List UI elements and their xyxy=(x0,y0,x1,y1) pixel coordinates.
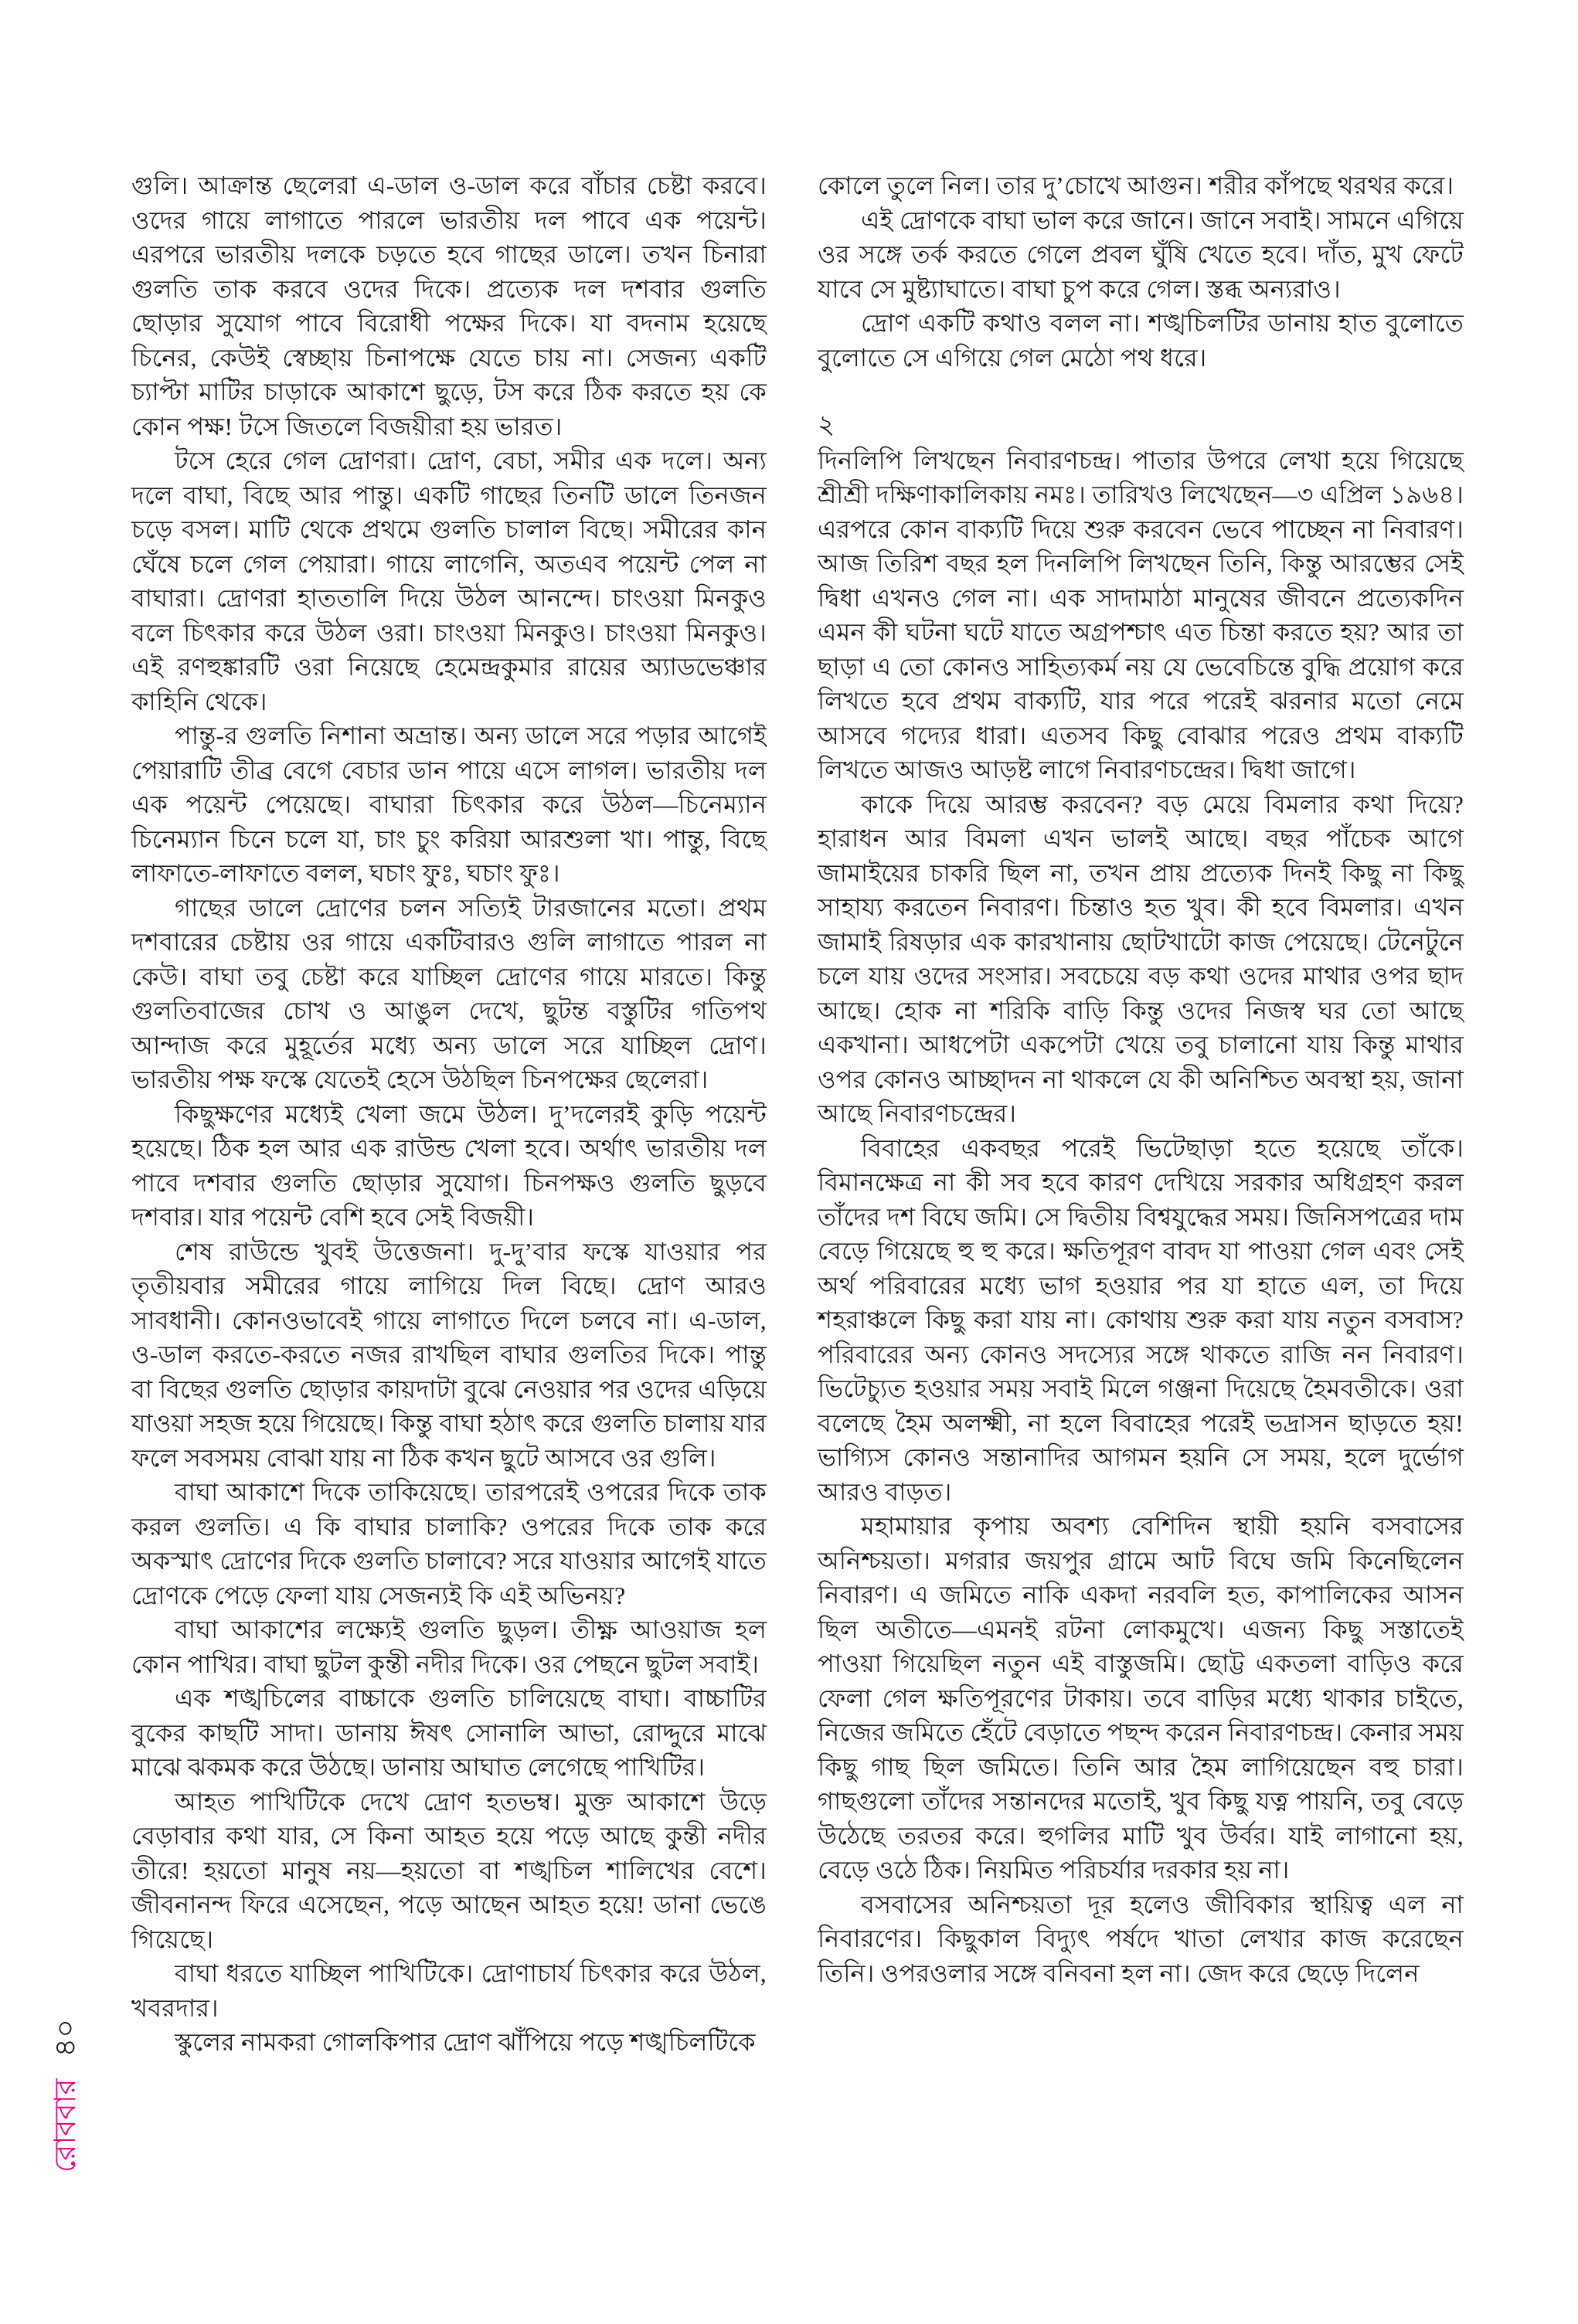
paragraph: টসে হেরে গেল দ্রোণরা। দ্রোণ, বেচা, সমীর এক দলে। অন্য দলে বাঘা, বিছে আর পান্তু। একটি গাছের তিনটি ডালে তিনজন চড়ে বসল। মাটি থেকে প্রথমে গুলতি চালাল বিছে। সমীরের কান ঘেঁষে চলে গেল পেয়ারা। গায়ে লাগেনি, অতএব পয়েন্ট পেল না বাঘারা। দ্রোণরা হাততালি দিয়ে উঠল আনন্দে। চাংওয়া মিনকুও বলে চিৎকার করে উঠল ওরা। চাংওয়া মিনকুও। চাংওয়া মিনকুও। এই রণহুঙ্কারটি ওরা নিয়েছে হেমেন্দ্রকুমার রায়ের অ্যাডভেঞ্চার কাহিনি থেকে। xyxy=(131,447,767,715)
paragraph: শেষ রাউন্ডে খুবই উত্তেজনা। দু-দু’বার ফস্কে যাওয়ার পর তৃতীয়বার সমীরের গায়ে লাগিয়ে দিল বিছে। দ্রোণ আরও সাবধানী। কোনওভাবেই গায়ে লাগাতে দিলে চলবে না। এ-ডাল, ও-ডাল করতে-করতে নজর রাখছিল বাঘার গুলতির দিকে। পান্তু বা বিছের গুলতি ছোড়ার কায়দাটা বুঝে নেওয়ার পর ওদের এড়িয়ে যাওয়া সহজ হয়ে গিয়েছে। কিন্তু বাঘা হঠাৎ করে গুলতি চালায় যার ফলে সবসময় বোঝা যায় না ঠিক কখন ছুটে আসবে ওর গুলি। xyxy=(131,1237,767,1472)
paragraph: কোলে তুলে নিল। তার দু’চোখে আগুন। শরীর কাঁপছে থরথর করে। xyxy=(818,172,1454,199)
page-number: ৪০ xyxy=(49,2019,82,2057)
paragraph: গাছের ডালে দ্রোণের চলন সত্যিই টারজানের মতো। প্রথম দশবারের চেষ্টায় ওর গায়ে একটিবারও গুলি লাগাতে পারল না কেউ। বাঘা তবু চেষ্টা করে যাচ্ছিল দ্রোণের গায়ে মারতে। কিন্তু গুলতিবাজের চোখ ও আঙুল দেখে, ছুটন্ত বস্তুটির গতিপথ আন্দাজ করে মুহূর্তের মধ্যে অন্য ডালে সরে যাচ্ছিল দ্রোণ। ভারতীয় পক্ষ ফস্কে যেতেই হেসে উঠছিল চিনপক্ষের ছেলেরা। xyxy=(131,893,767,1093)
right-text-column xyxy=(818,168,1464,1990)
paragraph: বাঘা আকাশের লক্ষ্যেই গুলতি ছুড়ল। তীক্ষ্ণ আওয়াজ হল কোন পাখির। বাঘা ছুটল কুন্তী নদীর দিকে। ওর পেছনে ছুটল সবাই। xyxy=(131,1616,767,1678)
paragraph: স্কুলের নামকরা গোলকিপার দ্রোণ ঝাঁপিয়ে পড়ে শঙ্খচিলটিকে xyxy=(175,2028,756,2056)
paragraph: মহামায়ার কৃপায় অবশ্য বেশিদিন স্থায়ী হয়নি বসবাসের অনিশ্চয়তা। মগরার জয়পুর গ্রামে আট বিঘে জমি কিনেছিলেন নিবারণ। এ জমিতে নাকি একদা নরবলি হত, কাপালিকের আসন ছিল অতীতে—এমনই রটনা লোকমুখে। এজন্য কিছু সস্তাতেই পাওয়া গিয়েছিল নতুন এই বাস্তুজমি। ছোট্ট একতলা বাড়িও করে ফেলা গেল ক্ষতিপূরণের টাকায়। তবে বাড়ির মধ্যে থাকার চাইতে, নিজের জমিতে হেঁটে বেড়াতে পছন্দ করেন নিবারণচন্দ্র। কেনার সময় কিছু গাছ ছিল জমিতে। তিনি আর হৈম লাগিয়েছেন বহু চারা। গাছগুলো তাঁদের সন্তানদের মতোই, খুব কিছু যত্ন পায়নি, তবু বেড়ে উঠেছে তরতর করে। হুগলির মাটি খুব উর্বর। যাই লাগানো হয়, বেড়ে ওঠে ঠিক। নিয়মিত পরিচর্যার দরকার হয় না। xyxy=(818,1512,1464,1884)
paragraph: কিছুক্ষণের মধ্যেই খেলা জমে উঠল। দু’দলেরই কুড়ি পয়েন্ট হয়েছে। ঠিক হল আর এক রাউন্ড খেলা হবে। অর্থাৎ ভারতীয় দল পাবে দশবার গুলতি ছোড়ার সুযোগ। চিনপক্ষও গুলতি ছুড়বে দশবার। যার পয়েন্ট বেশি হবে সেই বিজয়ী। xyxy=(131,1099,767,1231)
paragraph: এক শঙ্খচিলের বাচ্চাকে গুলতি চালিয়েছে বাঘা। বাচ্চাটির বুকের কাছটি সাদা। ডানায় ঈষৎ সোনালি আভা, রোদ্দুরে মাঝে মাঝে ঝকমক করে উঠছে। ডানায় আঘাত লেগেছে পাখিটির। xyxy=(131,1684,767,1781)
magazine-name: রোববার xyxy=(49,2078,82,2173)
paragraph: বিবাহের একবছর পরেই ভিটেছাড়া হতে হয়েছে তাঁকে। বিমানক্ষেত্র না কী সব হবে কারণ দেখিয়ে সরকার অধিগ্রহণ করল তাঁদের দশ বিঘে জমি। সে দ্বিতীয় বিশ্বযুদ্ধের সময়। জিনিসপত্রের দাম বেড়ে গিয়েছে হু হু করে। ক্ষতিপূরণ বাবদ যা পাওয়া গেল এবং সেই অর্থ পরিবারের মধ্যে ভাগ হওয়ার পর যা হাতে এল, তা দিয়ে শহরাঞ্চলে কিছু করা যায় না। কোথায় শুরু করা যায় নতুন বসবাস? পরিবারের অন্য কোনও সদস্যের সঙ্গে থাকতে রাজি নন নিবারণ। ভিটেচ্যুত হওয়ার সময় সবাই মিলে গঞ্জনা দিয়েছে হৈমবতীকে। ওরা বলেছে হৈম অলক্ষ্মী, না হলে বিবাহের পরেই ভদ্রাসন ছাড়তে হয়! ভাগ্যিস কোনও সন্তানাদির আগমন হয়নি সে সময়, হলে দুর্ভোগ আরও বাড়ত। xyxy=(818,1133,1464,1506)
paragraph: বাঘা ধরতে যাচ্ছিল পাখিটিকে। দ্রোণাচার্য চিৎকার করে উঠল, খবরদার। xyxy=(131,1959,767,2022)
left-text-column xyxy=(131,168,767,2060)
paragraph: দ্রোণ একটি কথাও বলল না। শঙ্খচিলটির ডানায় হাত বুলোতে বুলোতে সে এগিয়ে গেল মেঠো পথ ধরে। xyxy=(818,309,1464,372)
paragraph: আহত পাখিটিকে দেখে দ্রোণ হতভম্ব। মুক্ত আকাশে উড়ে বেড়াবার কথা যার, সে কিনা আহত হয়ে পড়ে আছে কুন্তী নদীর তীরে! হয়তো মানুষ নয়—হয়তো বা শঙ্খচিল শালিখের বেশে। জীবনানন্দ ফিরে এসেছেন, পড়ে আছেন আহত হয়ে! ডানা ভেঙে গিয়েছে। xyxy=(131,1787,767,1953)
paragraph: গুলি। আক্রান্ত ছেলেরা এ-ডাল ও-ডাল করে বাঁচার চেষ্টা করবে। ওদের গায়ে লাগাতে পারলে ভারতীয় দল পাবে এক পয়েন্ট। এরপরে ভারতীয় দলকে চড়তে হবে গাছের ডালে। তখন চিনারা গুলতি তাক করবে ওদের দিকে। প্রত্যেক দল দশবার গুলতি ছোড়ার সুযোগ পাবে বিরোধী পক্ষের দিকে। যা বদনাম হয়েছে চিনের, কেউই স্বেচ্ছায় চিনাপক্ষে যেতে চায় না। সেজন্য একটি চ্যাপ্টা মাটির চাড়াকে আকাশে ছুড়ে, টস করে ঠিক করতে হয় কে কোন পক্ষ! টসে জিতলে বিজয়ীরা হয় ভারত। xyxy=(131,172,767,440)
paragraph: বাঘা আকাশে দিকে তাকিয়েছে। তারপরেই ওপরের দিকে তাক করল গুলতি। এ কি বাঘার চালাকি? ওপরের দিকে তাক করে অকস্মাৎ দ্রোণের দিকে গুলতি চালাবে? সরে যাওয়ার আগেই যাতে দ্রোণকে পেড়ে ফেলা যায় সেজন্যই কি এই অভিনয়? xyxy=(131,1478,767,1609)
paragraph: এই দ্রোণকে বাঘা ভাল করে জানে। জানে সবাই। সামনে এগিয়ে ওর সঙ্গে তর্ক করতে গেলে প্রবল ঘুঁষি খেতে হবে। দাঁত, মুখ ফেটে যাবে সে মুষ্ট্যাঘাতে। বাঘা চুপ করে গেল। স্তব্ধ অন্যরাও। xyxy=(818,206,1464,303)
paragraph: কাকে দিয়ে আরম্ভ করবেন? বড় মেয়ে বিমলার কথা দিয়ে? হারাধন আর বিমলা এখন ভালই আছে। বছর পাঁচেক আগে জামাইয়ের চাকরি ছিল না, তখন প্রায় প্রত্যেক দিনই কিছু না কিছু সাহায্য করতেন নিবারণ। চিন্তাও হত খুব। কী হবে বিমলার। এখন জামাই রিষড়ার এক কারখানায় ছোটখাটো কাজ পেয়েছে। টেনেটুনে চলে যায় ওদের সংসার। সবচেয়ে বড় কথা ওদের মাথার ওপর ছাদ আছে। হোক না শরিকি বাড়ি কিন্তু ওদের নিজস্ব ঘর তো আছে একখানা। আধপেটা একপেটা খেয়ে তবু চালানো যায় কিন্তু মাথার ওপর কোনও আচ্ছাদন না থাকলে যে কী অনিশ্চিত অবস্থা হয়, জানা আছে নিবারণচন্দ্রের। xyxy=(818,790,1464,1127)
paragraph: পান্তু-র গুলতি নিশানা অভ্রান্ত। অন্য ডালে সরে পড়ার আগেই পেয়ারাটি তীব্র বেগে বেচার ডান পায়ে এসে লাগল। ভারতীয় দল এক পয়েন্ট পেয়েছে। বাঘারা চিৎকার করে উঠল—চিনেম্যান চিনেম্যান চিনে চলে যা, চাং চুং করিয়া আরশুলা খা। পান্তু, বিছে লাফাতে-লাফাতে বলল, ঘচাং ফুঃ, ঘচাং ফুঃ। xyxy=(131,722,767,887)
section-number: ২ xyxy=(818,411,835,440)
paragraph: বসবাসের অনিশ্চয়তা দূর হলেও জীবিকার স্থায়িত্ব এল না নিবারণের। কিছুকাল বিদ্যুৎ পর্ষদে খাতা লেখার কাজ করেছেন তিনি। ওপরওলার সঙ্গে বনিবনা হল না। জেদ করে ছেড়ে দিলেন xyxy=(818,1890,1464,1987)
paragraph: দিনলিপি লিখছেন নিবারণচন্দ্র। পাতার উপরে লেখা হয়ে গিয়েছে শ্রীশ্রী দক্ষিণাকালিকায় নমঃ। তারিখও লিখেছেন—৩ এপ্রিল ১৯৬৪। এরপরে কোন বাক্যটি দিয়ে শুরু করবেন ভেবে পাচ্ছেন না নিবারণ। আজ তিরিশ বছর হল দিনলিপি লিখছেন তিনি, কিন্তু আরম্ভের সেই দ্বিধা এখনও গেল না। এক সাদামাঠা মানুষের জীবনে প্রত্যেকদিন এমন কী ঘটনা ঘটে যাতে অগ্রপশ্চাৎ এত চিন্তা করতে হয়? আর তা ছাড়া এ তো কোনও সাহিত্যকর্ম নয় যে ভেবেচিন্তে বুদ্ধি প্রয়োগ করে লিখতে হবে প্রথম বাক্যটি, যার পরে পরেই ঝরনার মতো নেমে আসবে গদ্যের ধারা। এতসব কিছু বোঝার পরেও প্রথম বাক্যটি লিখতে আজও আড়ষ্ট লাগে নিবারণচন্দ্রের। দ্বিধা জাগে। xyxy=(818,446,1464,783)
page-margin-label xyxy=(48,2019,83,2173)
